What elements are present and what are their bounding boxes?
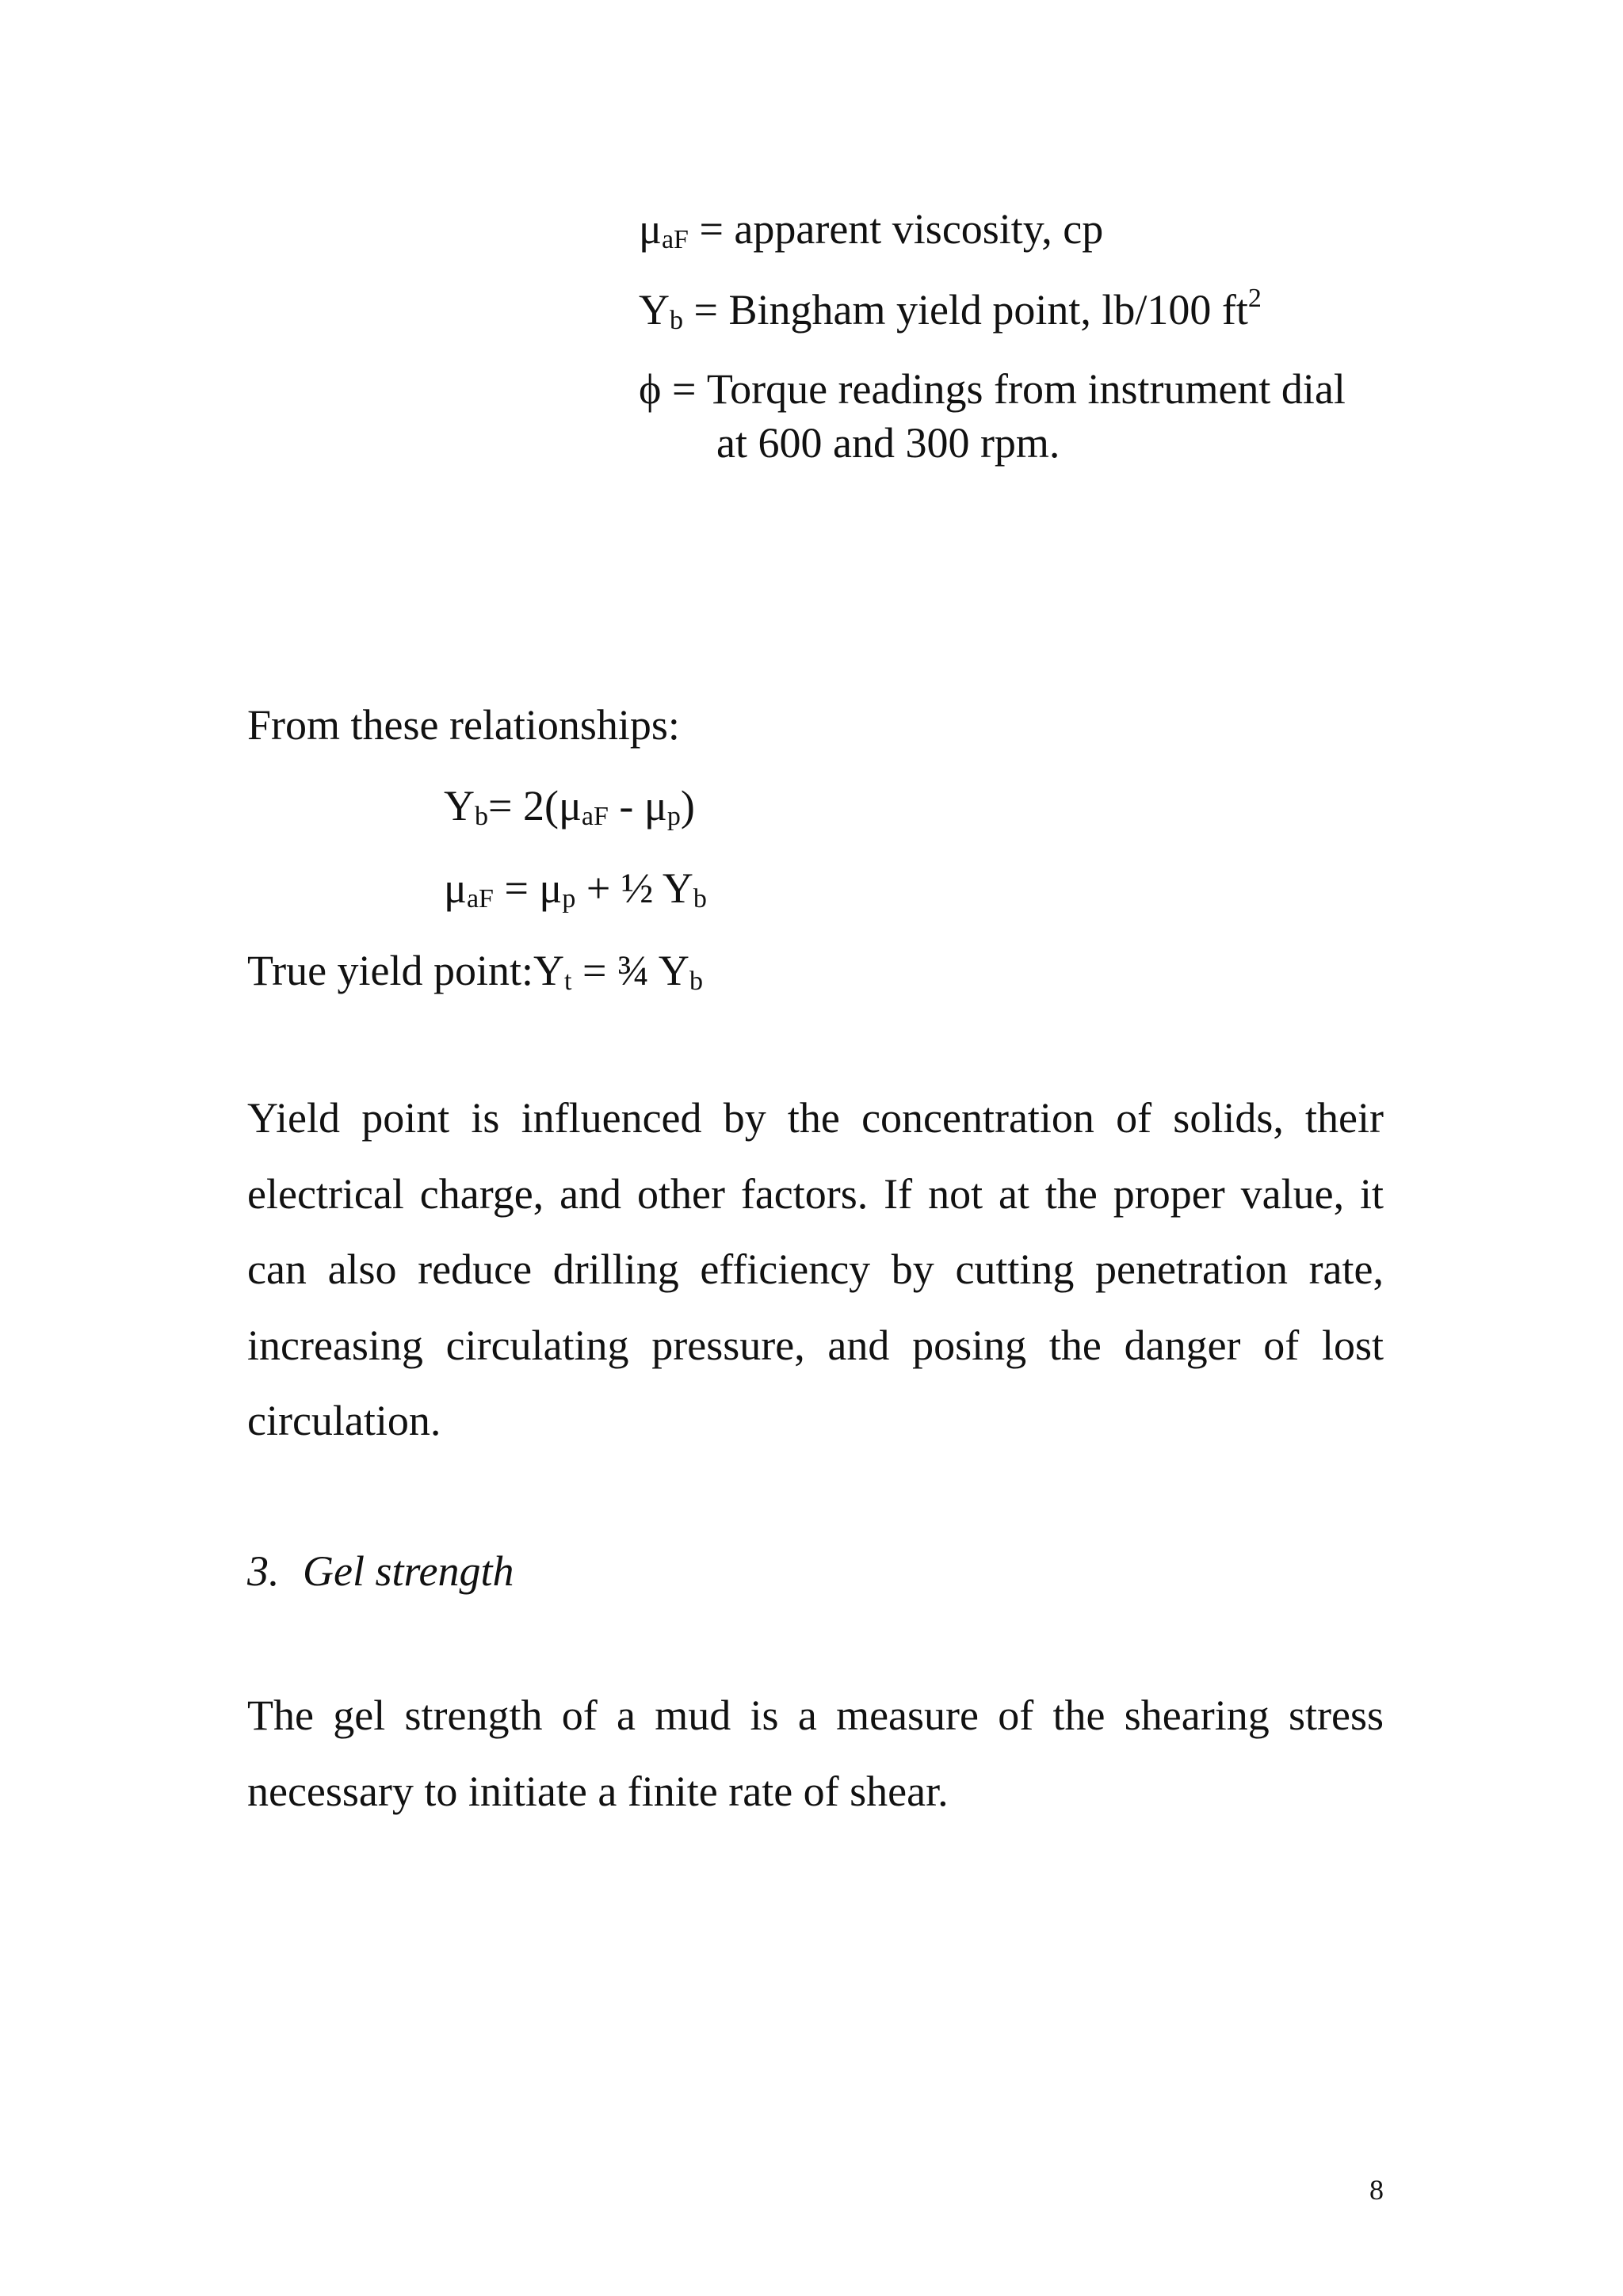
definition-torque-readings xyxy=(639,365,1346,413)
definition-bingham-yield-point xyxy=(639,284,1262,335)
superscript: 2 xyxy=(1247,284,1262,313)
section-title: Gel strength xyxy=(303,1547,514,1595)
definition-apparent-viscosity xyxy=(639,205,1104,254)
eq-subscript: aF xyxy=(466,884,494,913)
eq-subscript: aF xyxy=(581,802,609,831)
eq-symbol: Y xyxy=(533,947,565,994)
symbol-phi: ϕ xyxy=(639,365,662,413)
eq-text: - xyxy=(608,782,644,830)
equation-apparent-viscosity xyxy=(444,864,707,913)
eq-symbol: Y xyxy=(444,782,475,830)
eq-subscript: b xyxy=(475,802,488,831)
eq-subscript: b xyxy=(693,884,707,913)
eq-text: ) xyxy=(680,782,695,830)
definition-text: = Bingham yield point, lb/100 ft xyxy=(683,286,1248,334)
eq-symbol: μ xyxy=(643,782,667,830)
eq-text: + ½ Y xyxy=(575,864,693,912)
eq-symbol: μ xyxy=(558,782,582,830)
symbol-mu: μ xyxy=(639,205,662,253)
section-number: 3. xyxy=(247,1547,280,1595)
page-number: 8 xyxy=(1369,2174,1384,2206)
symbol-y: Y xyxy=(639,286,670,334)
eq-subscript: p xyxy=(562,884,576,913)
subscript: b xyxy=(670,306,683,335)
paragraph-gel-strength: The gel strength of a mud is a measure of the shearing stress necessary to initiate a finite rate of shear. xyxy=(247,1691,1384,1815)
eq-text: = ¾ Y xyxy=(571,947,689,994)
eq-text: = xyxy=(493,864,540,912)
equation-yield-point xyxy=(444,782,695,831)
paragraph-yield-point: Yield point is influenced by the concentration of solids, their electrical charge, and other factors. If not at the proper value, it can also reduce drilling efficiency by cutting penetration rate, increasing circulating pressure, and posing the danger of lost circulation. xyxy=(247,1094,1384,1444)
definition-text: = Torque readings from instrument dial xyxy=(661,365,1346,413)
eq-subscript: p xyxy=(666,802,681,831)
eq-text: = 2( xyxy=(488,782,559,830)
definition-continuation: at 600 and 300 rpm. xyxy=(716,419,1060,467)
eq-subscript: t xyxy=(564,967,572,996)
section-heading xyxy=(247,1547,514,1595)
eq-label: True yield point: xyxy=(247,947,534,994)
equation-true-yield-point xyxy=(247,947,703,996)
intro-text: From these relationships: xyxy=(247,701,680,749)
eq-symbol: μ xyxy=(539,864,563,912)
eq-subscript: b xyxy=(689,967,703,996)
definition-text: = apparent viscosity, cp xyxy=(688,205,1104,253)
eq-symbol: μ xyxy=(444,864,467,912)
subscript: aF xyxy=(661,225,689,254)
